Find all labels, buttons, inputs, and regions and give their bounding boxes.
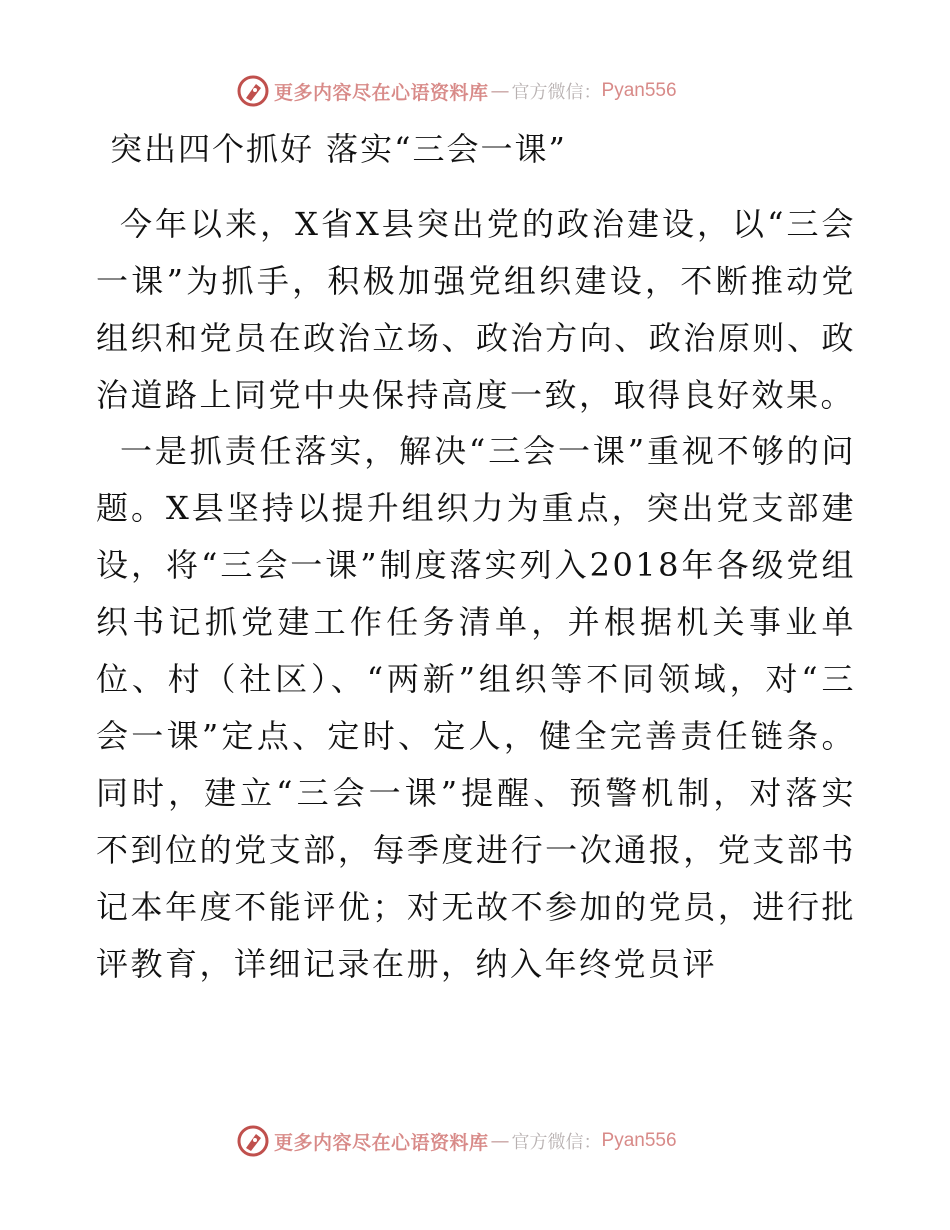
header-watermark <box>236 74 677 108</box>
footer-watermark <box>236 1124 677 1158</box>
paragraph-intro: 今年以来，X省X县突出党的政治建设，以“三会一课”为抓手，积极加强党组织建设，不断推动党组织和党员在政治立场、政治方向、政治原则、政治道路上同党中央保持高度一致，取得良好效果。 <box>96 205 856 414</box>
pen-nib-logo-icon <box>236 1124 270 1158</box>
paragraph-responsibility: 一是抓责任落实，解决“三会一课”重视不够的问题。X县坚持以提升组织力为重点，突出党支部建设，将“三会一课”制度落实列入2018年各级党组织书记抓党建工作任务清单，并根据机关事业单位、村（社区）、“两新”组织等不同领域，对“三会一课”定点、定时、定人，健全完善责任链条。同时，建立“三会一课”提醒、预警机制，对落实不到位的党支部，每季度进行一次通报，党支部书记本年度不能评优；对无故不参加的党员，进行批评教育，详细记录在册，纳入年终党员评 <box>96 432 856 983</box>
document-title: 突出四个抓好 落实“三会一课” <box>110 130 567 168</box>
watermark-sub-text: 官方微信： <box>511 82 602 103</box>
watermark-wechat-id: Pyan556 <box>601 80 677 101</box>
watermark-sub-text: 官方微信： <box>511 1132 602 1153</box>
watermark-dash: — <box>490 1130 510 1152</box>
pen-nib-logo-icon <box>236 74 270 108</box>
watermark-main-text: 更多内容尽在心语资料库 <box>274 81 489 104</box>
watermark-main-text: 更多内容尽在心语资料库 <box>274 1131 489 1154</box>
watermark-dash: — <box>490 80 510 102</box>
watermark-wechat-id: Pyan556 <box>601 1130 677 1151</box>
